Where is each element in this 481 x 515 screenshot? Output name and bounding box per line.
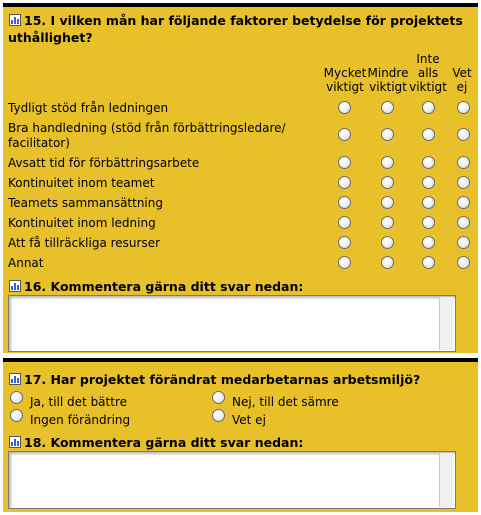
radio-row4-dont-know[interactable] <box>457 176 470 189</box>
radio-row7-dont-know[interactable] <box>457 236 470 249</box>
radio-row6-less-important[interactable] <box>381 216 394 229</box>
column-header-dont-know: Vet ej <box>452 66 472 94</box>
option-label-no-change: Ingen förändring <box>30 413 131 427</box>
radio-row3-not-important[interactable] <box>422 156 435 169</box>
radio-row1-very-important[interactable] <box>338 101 351 114</box>
radio-row2-dont-know[interactable] <box>457 128 470 141</box>
comment-textarea-16[interactable] <box>8 295 456 352</box>
radio-row3-dont-know[interactable] <box>457 156 470 169</box>
radio-row7-less-important[interactable] <box>381 236 394 249</box>
row-label-other: Annat <box>8 256 44 270</box>
question-15-title-cont: uthållighet? <box>8 30 93 45</box>
radio-row2-less-important[interactable] <box>381 128 394 141</box>
radio-row4-less-important[interactable] <box>381 176 394 189</box>
column-header-not-important: Inte alls viktigt <box>409 52 447 94</box>
row-label-team-continuity: Kontinuitet inom teamet <box>8 176 155 190</box>
radio-row4-not-important[interactable] <box>422 176 435 189</box>
option-label-dont-know: Vet ej <box>232 413 266 427</box>
radio-row6-not-important[interactable] <box>422 216 435 229</box>
chart-icon <box>9 14 21 26</box>
row-label-management-support: Tydligt stöd från ledningen <box>8 101 169 115</box>
radio-row5-very-important[interactable] <box>338 196 351 209</box>
question-18-title: 18. Kommentera gärna ditt svar nedan: <box>24 435 304 450</box>
row-label-sufficient-resources: Att få tillräckliga resurser <box>8 236 161 250</box>
radio-row2-not-important[interactable] <box>422 128 435 141</box>
radio-row8-very-important[interactable] <box>338 256 351 269</box>
option-label-better: Ja, till det bättre <box>30 395 127 409</box>
option-label-worse: Nej, till det sämre <box>232 395 339 409</box>
row-label-good-supervision: Bra handledning (stöd från förbättringsledare/ facilitator) <box>8 121 286 150</box>
radio-row1-not-important[interactable] <box>422 101 435 114</box>
radio-row5-dont-know[interactable] <box>457 196 470 209</box>
radio-row2-very-important[interactable] <box>338 128 351 141</box>
chart-icon <box>9 280 21 292</box>
radio-no-change[interactable] <box>10 409 23 422</box>
question-17-title: 17. Har projektet förändrat medarbetarnas arbetsmiljö? <box>24 372 421 387</box>
question-15-title: 15. I vilken mån har följande faktorer betydelse för projektets <box>24 13 463 28</box>
radio-row8-dont-know[interactable] <box>457 256 470 269</box>
radio-row7-not-important[interactable] <box>422 236 435 249</box>
radio-row6-dont-know[interactable] <box>457 216 470 229</box>
column-header-very-important: Mycket viktigt <box>323 66 367 94</box>
question-16-title: 16. Kommentera gärna ditt svar nedan: <box>24 279 304 294</box>
radio-row8-not-important[interactable] <box>422 256 435 269</box>
radio-row3-less-important[interactable] <box>381 156 394 169</box>
radio-better[interactable] <box>10 391 23 404</box>
radio-row7-very-important[interactable] <box>338 236 351 249</box>
radio-row8-less-important[interactable] <box>381 256 394 269</box>
radio-row5-less-important[interactable] <box>381 196 394 209</box>
radio-row1-dont-know[interactable] <box>457 101 470 114</box>
row-label-management-continuity: Kontinuitet inom ledning <box>8 216 156 230</box>
column-header-less-important: Mindre viktigt <box>367 66 409 94</box>
row-label-team-composition: Teamets sammansättning <box>8 196 163 210</box>
radio-row5-not-important[interactable] <box>422 196 435 209</box>
textarea-scrollbar[interactable] <box>439 297 454 350</box>
radio-worse[interactable] <box>212 391 225 404</box>
row-label-allocated-time: Avsatt tid för förbättringsarbete <box>8 156 200 170</box>
radio-row6-very-important[interactable] <box>338 216 351 229</box>
textarea-scrollbar[interactable] <box>439 453 454 507</box>
radio-row3-very-important[interactable] <box>338 156 351 169</box>
radio-row4-very-important[interactable] <box>338 176 351 189</box>
chart-icon <box>9 373 21 385</box>
chart-icon <box>9 436 21 448</box>
radio-dont-know[interactable] <box>212 409 225 422</box>
comment-textarea-18[interactable] <box>8 451 456 509</box>
radio-row1-less-important[interactable] <box>381 101 394 114</box>
